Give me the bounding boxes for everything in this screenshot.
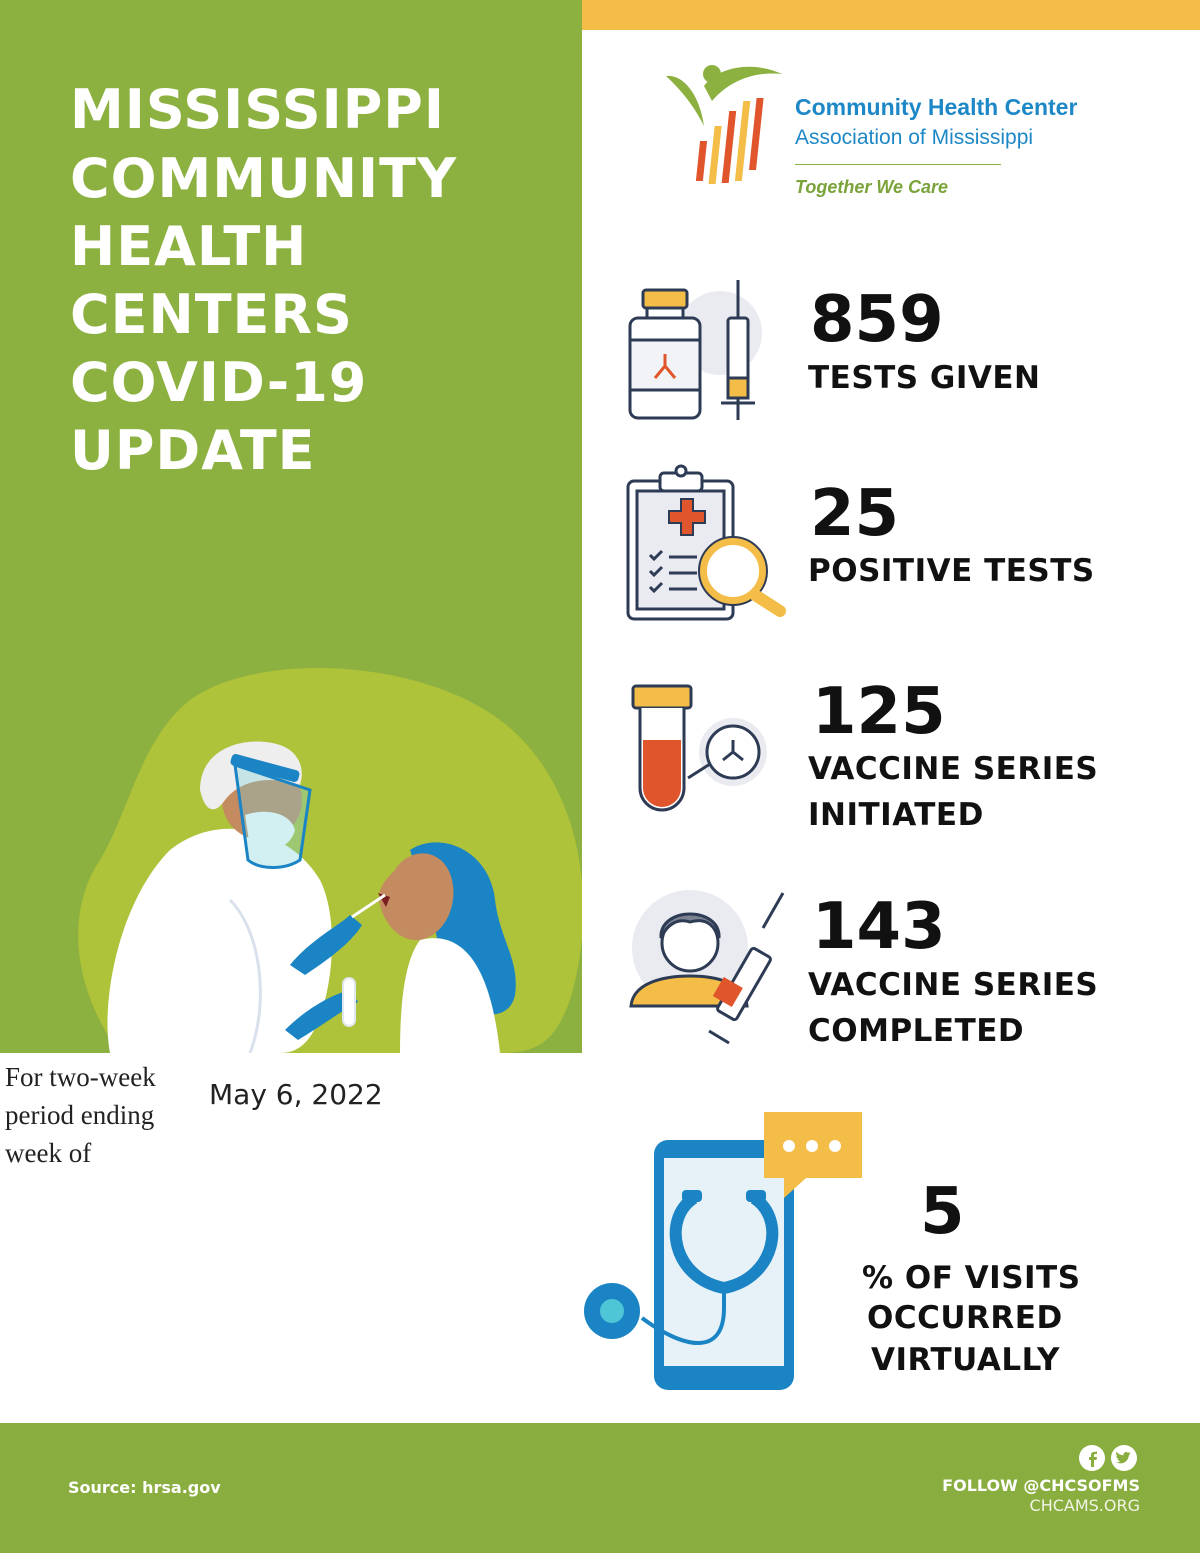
stat-label-virtual-visits-1: % OF VISITS: [862, 1260, 1081, 1296]
stat-value-series-initiated: 125: [812, 675, 946, 749]
telehealth-stethoscope-icon: [582, 1108, 867, 1393]
vaccine-vial-syringe-icon: [625, 278, 765, 423]
stat-label-virtual-visits-2: OCCURRED: [867, 1300, 1063, 1336]
clipboard-magnifier-icon: [625, 463, 790, 625]
social-icons: [1078, 1444, 1142, 1472]
logo-name-line2: Association of Mississippi: [795, 126, 1034, 149]
chcam-logo-icon: [664, 56, 784, 186]
facebook-icon[interactable]: [1079, 1445, 1105, 1471]
logo-divider: [795, 164, 1001, 165]
stat-label-tests-given: TESTS GIVEN: [808, 360, 1041, 396]
title-line-4: CENTERS: [70, 283, 353, 346]
title-panel: [0, 0, 582, 1053]
stat-value-series-completed: 143: [812, 890, 946, 964]
title-line-1: MISSISSIPPI: [70, 78, 445, 141]
stat-label-series-completed-1: VACCINE SERIES: [808, 967, 1099, 1003]
stat-label-series-completed-2: COMPLETED: [808, 1013, 1025, 1049]
period-label: For two-week period ending week of: [5, 1062, 156, 1168]
stat-label-positive-tests: POSITIVE TESTS: [808, 553, 1095, 589]
title-line-6: UPDATE: [70, 419, 316, 482]
source-text: Source: hrsa.gov: [68, 1478, 221, 1497]
stat-label-series-initiated-2: INITIATED: [808, 797, 984, 833]
accent-bar: [582, 0, 1200, 30]
title-line-3: HEALTH: [70, 215, 308, 278]
website-link[interactable]: CHCAMS.ORG: [1029, 1496, 1140, 1515]
follow-handle[interactable]: FOLLOW @CHCSOFMS: [942, 1476, 1140, 1495]
logo-name-line1: Community Health Center: [795, 94, 1078, 120]
stat-value-virtual-visits: 5: [920, 1175, 965, 1249]
test-tube-icon: [628, 682, 768, 824]
person-syringe-icon: [623, 888, 788, 1050]
stat-label-virtual-visits-3: VIRTUALLY: [871, 1342, 1060, 1378]
stat-label-series-initiated-1: VACCINE SERIES: [808, 751, 1099, 787]
stat-value-tests-given: 859: [810, 283, 944, 357]
period-date: May 6, 2022: [209, 1078, 383, 1111]
stat-value-positive-tests: 25: [810, 477, 900, 551]
title-line-5: COVID-19: [70, 351, 368, 414]
logo-tagline: Together We Care: [795, 177, 949, 197]
twitter-icon[interactable]: [1111, 1445, 1137, 1471]
title-line-2: COMMUNITY: [70, 147, 458, 210]
